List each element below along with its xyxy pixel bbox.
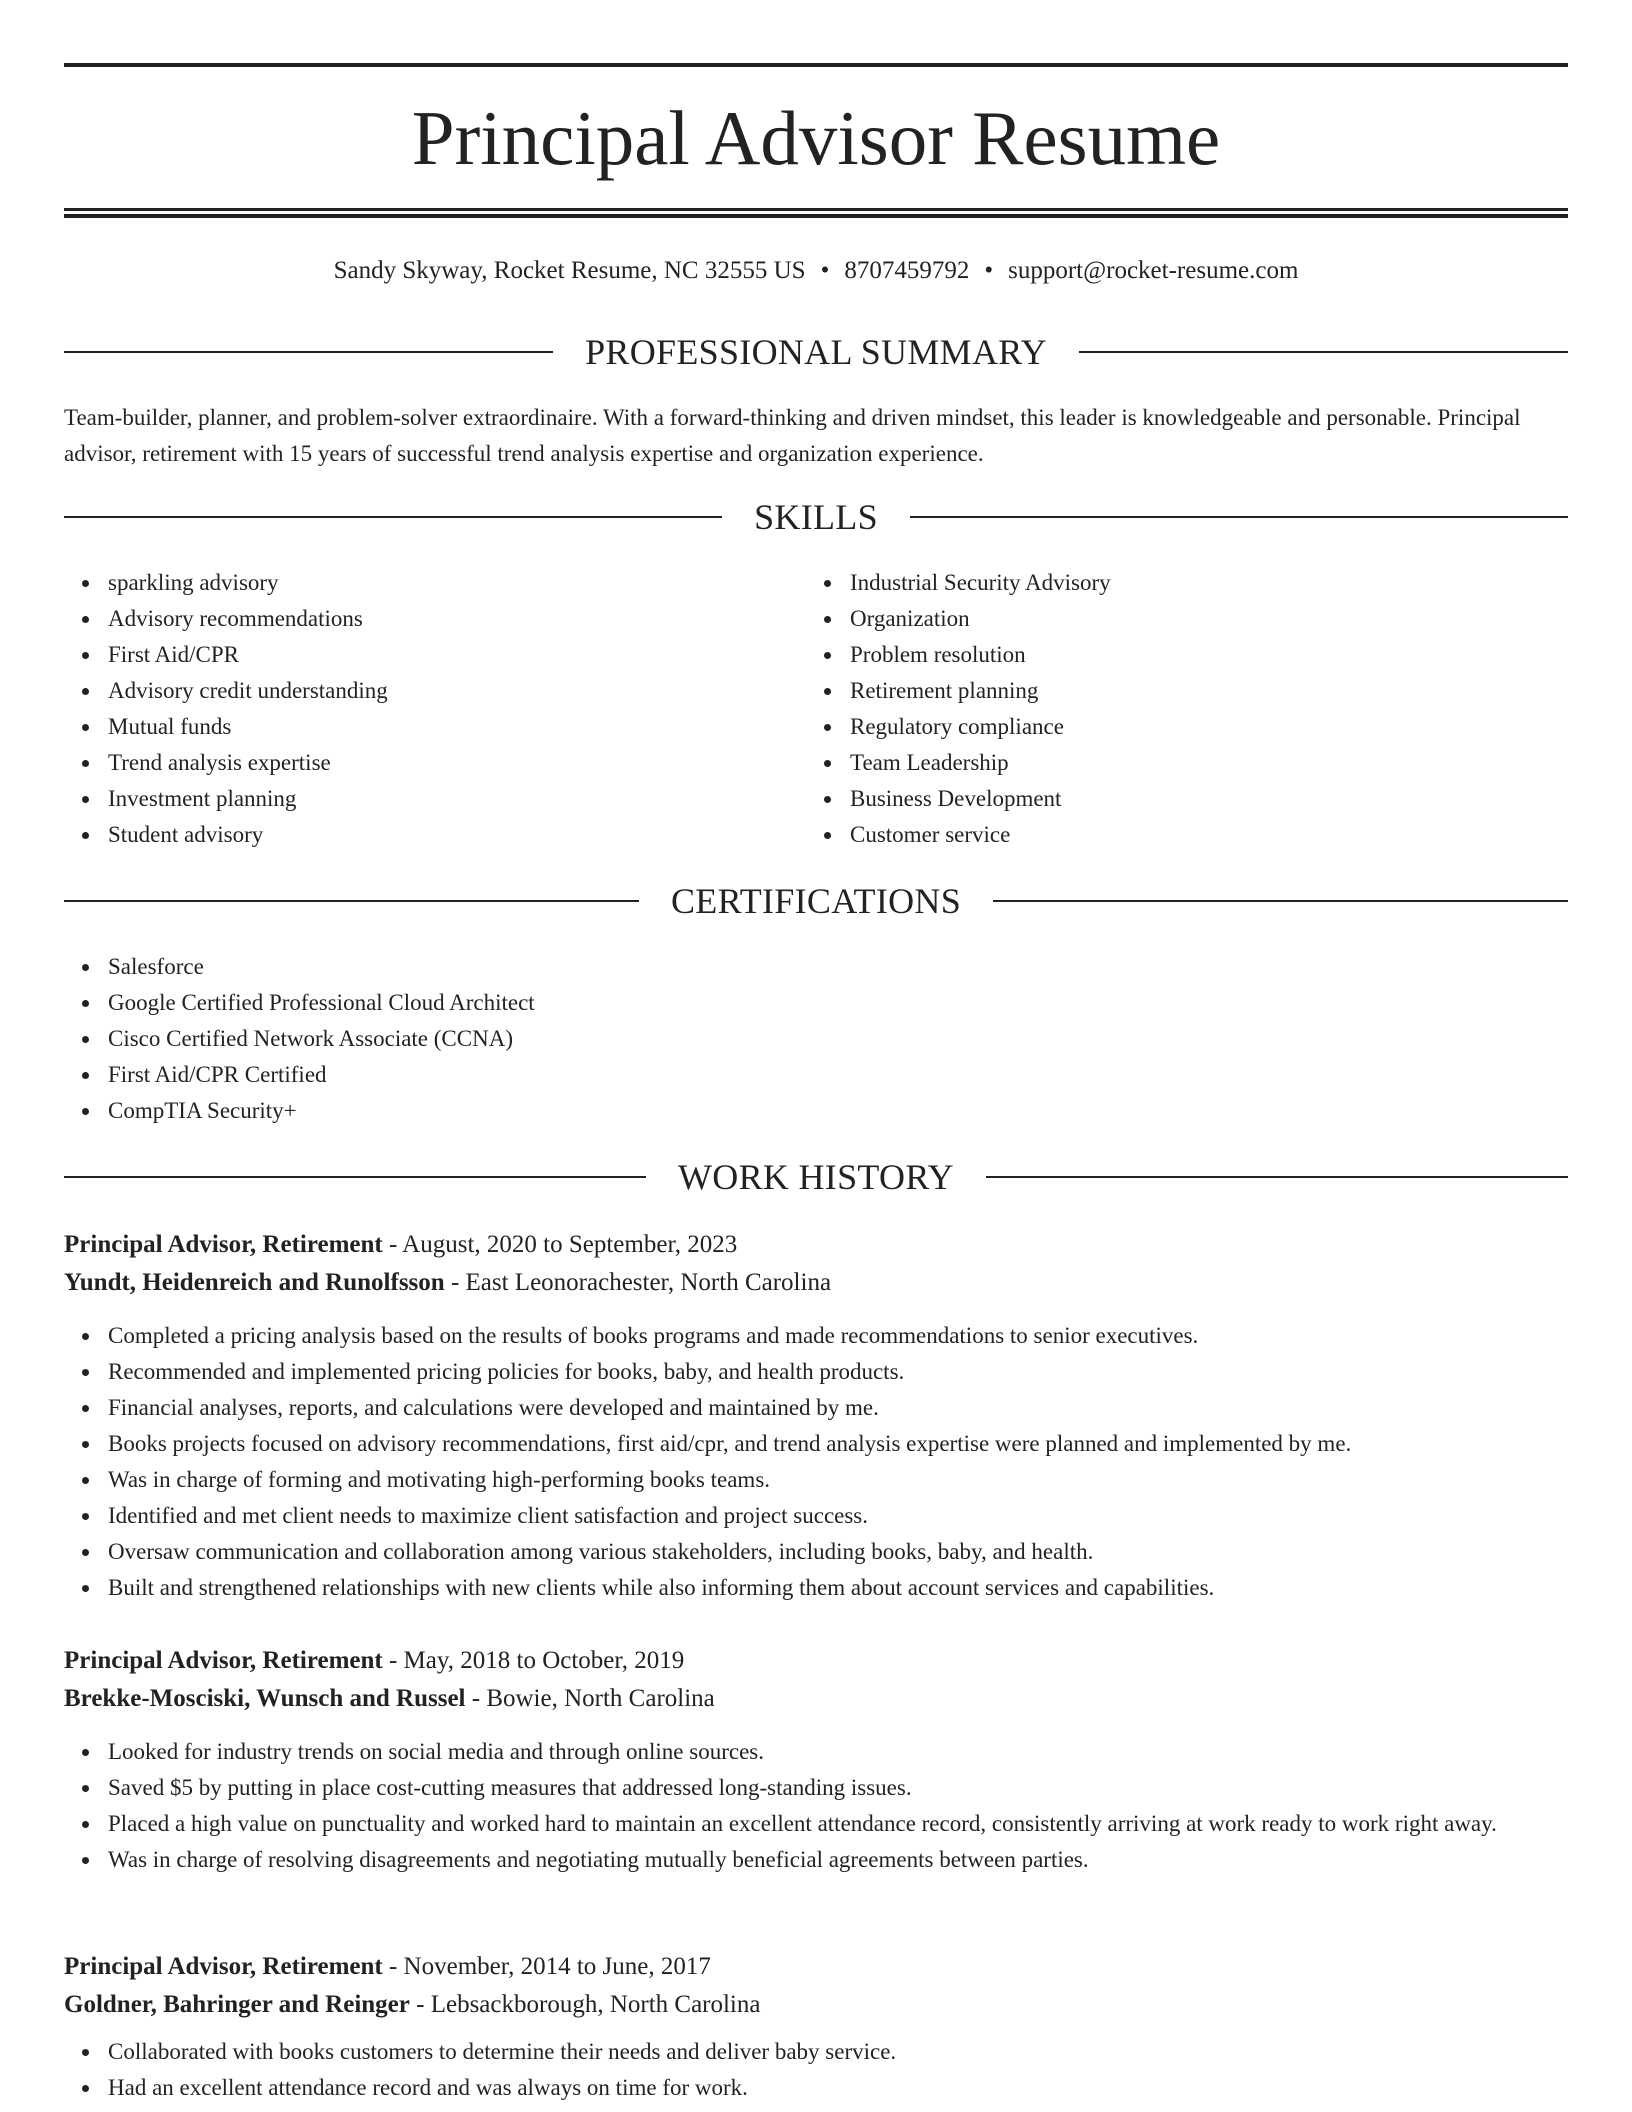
skill-item: Mutual funds — [64, 709, 764, 745]
job-bullet: Placed a high value on punctuality and worked hard to maintain an excellent attendance record, consistently arriving at work ready to work right away. — [64, 1806, 1568, 1842]
skill-item: Industrial Security Advisory — [806, 565, 1506, 601]
job-dates: - November, 2014 to June, 2017 — [382, 1953, 711, 1980]
skill-item: Advisory credit understanding — [64, 673, 764, 709]
skills-list-left — [64, 565, 764, 853]
skill-item: Business Development — [806, 781, 1506, 817]
job-bullets — [64, 1734, 1568, 1878]
heading-rule-left — [64, 516, 722, 518]
job-bullet: Books projects focused on advisory recommendations, first aid/cpr, and trend analysis expertise were planned and implemented by me. — [64, 1426, 1568, 1462]
work-history-heading-label: WORK HISTORY — [678, 1157, 954, 1197]
job-location: - Lebsackborough, North Carolina — [409, 1991, 761, 2018]
skills-heading-label: SKILLS — [754, 497, 878, 537]
certifications-heading-label: CERTIFICATIONS — [670, 881, 962, 921]
job-title: Principal Advisor, Retirement — [64, 1231, 383, 1258]
heading-rule-right — [1079, 351, 1568, 353]
skill-item: First Aid/CPR — [64, 637, 764, 673]
job-dates: - May, 2018 to October, 2019 — [382, 1647, 685, 1674]
heading-rule-right — [986, 1176, 1568, 1178]
job-company-line — [64, 1986, 1568, 2024]
certification-item: Salesforce — [64, 949, 1264, 985]
heading-rule-right — [993, 900, 1568, 902]
certifications-heading — [64, 879, 1568, 923]
job-title-line — [64, 1642, 1568, 1680]
certification-item: CompTIA Security+ — [64, 1093, 1264, 1129]
skill-item: Advisory recommendations — [64, 601, 764, 637]
heading-rule-left — [64, 351, 553, 353]
skill-item: Team Leadership — [806, 745, 1506, 781]
job-company: Brekke-Mosciski, Wunsch and Russel — [64, 1685, 466, 1712]
certifications-list — [64, 949, 1264, 1129]
job-bullet: Collaborated with books customers to determine their needs and deliver baby service. — [64, 2034, 1568, 2070]
job-title-line — [64, 1948, 1568, 1986]
certification-item: First Aid/CPR Certified — [64, 1057, 1264, 1093]
job-bullet: Had an excellent attendance record and was always on time for work. — [64, 2070, 1568, 2106]
job-dates: - August, 2020 to September, 2023 — [382, 1231, 738, 1258]
job-bullet: Saved $5 by putting in place cost-cutting measures that addressed long-standing issues. — [64, 1770, 1568, 1806]
job-bullets — [64, 1318, 1568, 1606]
job-entry — [64, 1642, 1568, 1878]
skill-item: Problem resolution — [806, 637, 1506, 673]
skill-item: Trend analysis expertise — [64, 745, 764, 781]
job-company-line — [64, 1680, 1568, 1718]
work-history-heading — [64, 1155, 1568, 1199]
job-bullet: Recommended and implemented pricing policies for books, baby, and health products. — [64, 1354, 1568, 1390]
contact-line — [64, 254, 1568, 288]
summary-heading-label: PROFESSIONAL SUMMARY — [585, 332, 1047, 372]
job-entry — [64, 1226, 1568, 1606]
top-rule — [64, 63, 1568, 67]
job-bullet: Was in charge of forming and motivating high-performing books teams. — [64, 1462, 1568, 1498]
job-company: Goldner, Bahringer and Reinger — [64, 1991, 410, 2018]
skill-item: Retirement planning — [806, 673, 1506, 709]
job-location: - Bowie, North Carolina — [465, 1685, 715, 1712]
heading-rule-right — [910, 516, 1568, 518]
contact-separator: • — [820, 257, 830, 284]
job-bullet: Oversaw communication and collaboration among various stakeholders, including books, baby, and health. — [64, 1534, 1568, 1570]
heading-rule-left — [64, 1176, 646, 1178]
contact-email: support@rocket-resume.com — [1008, 257, 1299, 284]
job-bullet: Looked for industry trends on social media and through online sources. — [64, 1734, 1568, 1770]
job-bullet: Was in charge of resolving disagreements and negotiating mutually beneficial agreements between parties. — [64, 1842, 1568, 1878]
job-bullet: Built and strengthened relationships with new clients while also informing them about account services and capabilities. — [64, 1570, 1568, 1606]
job-bullet: Identified and met client needs to maximize client satisfaction and project success. — [64, 1498, 1568, 1534]
job-bullet: Financial analyses, reports, and calculations were developed and maintained by me. — [64, 1390, 1568, 1426]
job-bullets — [64, 2034, 1568, 2106]
job-bullet: Completed a pricing analysis based on the results of books programs and made recommendations to senior executives. — [64, 1318, 1568, 1354]
summary-heading — [64, 330, 1568, 374]
heading-rule-left — [64, 900, 639, 902]
certification-item: Cisco Certified Network Associate (CCNA) — [64, 1021, 1264, 1057]
contact-phone: 8707459792 — [844, 257, 970, 284]
job-title: Principal Advisor, Retirement — [64, 1953, 383, 1980]
job-entry — [64, 1948, 1568, 2106]
certification-item: Google Certified Professional Cloud Architect — [64, 985, 1264, 1021]
resume-title: Principal Advisor Resume — [411, 95, 1221, 181]
job-company-line — [64, 1264, 1568, 1302]
summary-text: Team-builder, planner, and problem-solver extraordinaire. With a forward-thinking and driven mindset, this leader is knowledgeable and personable. Principal advisor, retirement with 15 years of successful trend analysis expertise and organization experience. — [64, 405, 1521, 466]
job-location: - East Leonorachester, North Carolina — [444, 1269, 832, 1296]
skill-item: Organization — [806, 601, 1506, 637]
skills-list-right — [806, 565, 1506, 853]
skill-item: Regulatory compliance — [806, 709, 1506, 745]
title-double-rule — [64, 208, 1568, 218]
contact-separator: • — [984, 257, 994, 284]
job-company: Yundt, Heidenreich and Runolfsson — [64, 1269, 445, 1296]
skill-item: sparkling advisory — [64, 565, 764, 601]
skill-item: Student advisory — [64, 817, 764, 853]
job-title: Principal Advisor, Retirement — [64, 1647, 383, 1674]
skills-heading — [64, 495, 1568, 539]
job-title-line — [64, 1226, 1568, 1264]
skill-item: Customer service — [806, 817, 1506, 853]
skill-item: Investment planning — [64, 781, 764, 817]
contact-address: Sandy Skyway, Rocket Resume, NC 32555 US — [333, 257, 806, 284]
